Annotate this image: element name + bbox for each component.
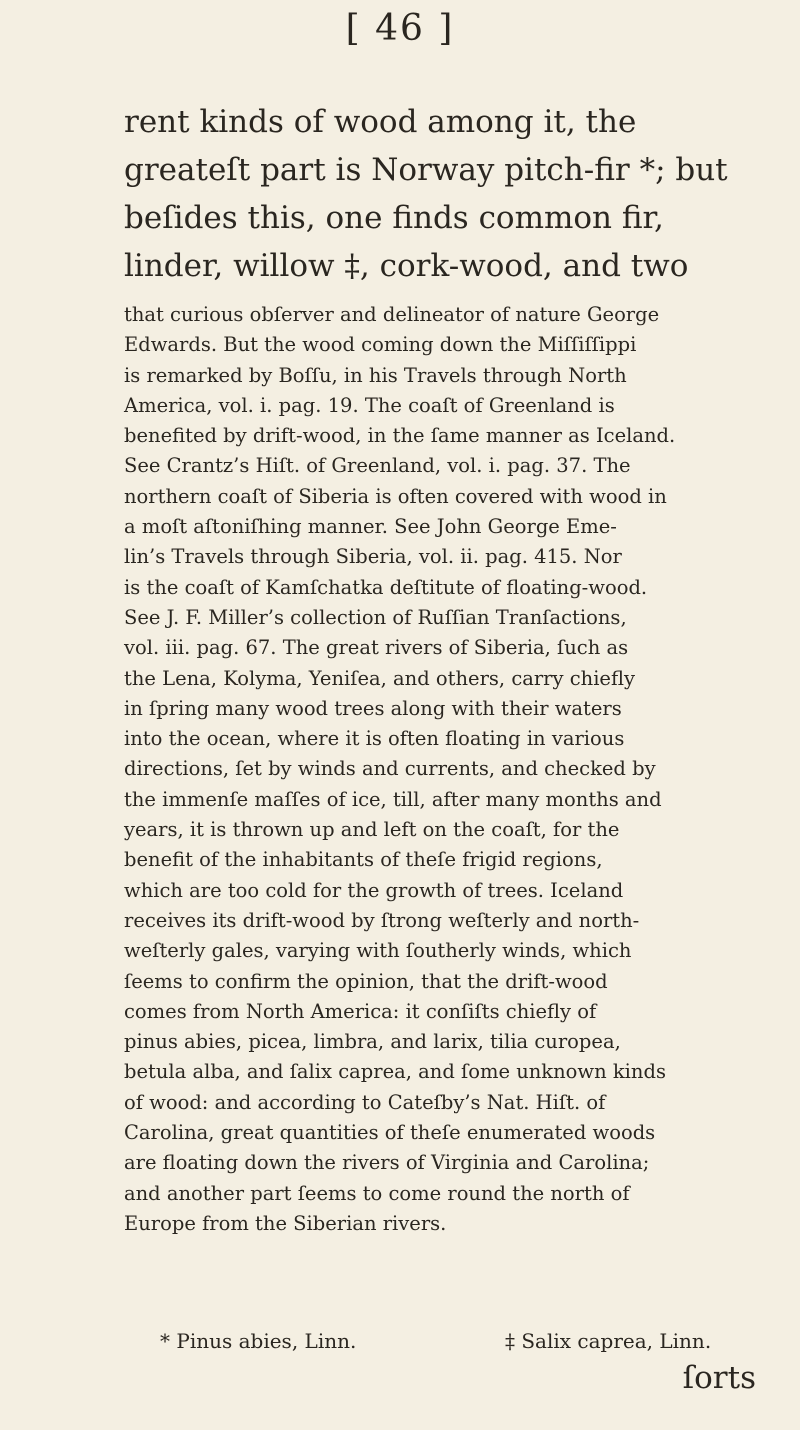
footnote-line: that curious obſerver and delineator of nature George (124, 303, 660, 326)
footnote-line: comes from North America: it conſiſts chiefly of (124, 999, 597, 1023)
footnote-star: * Pinus abies, Linn. (160, 1329, 357, 1353)
footnote-line: benefit of the inhabitants of theſe frigid regions, (124, 848, 603, 872)
footnote-line: Edwards. But the wood coming down the Miſſiſſippi (124, 333, 637, 357)
footnote-line: northern coaſt of Siberia is often covered with wood in (124, 484, 667, 508)
footnote-line: See Crantz’s Hiſt. of Greenland, vol. i. pag. 37. The (124, 454, 631, 478)
footnote-line: See J. F. Miller’s collection of Ruſſian Tranſactions, (124, 605, 627, 629)
footnote-line: receives its drift-wood by ſtrong weſterly and north- (124, 908, 640, 932)
footnote-line: Europe from the Siberian rivers. (124, 1211, 447, 1235)
main-text-line: greateſt part is Norway pitch-fir *; but (124, 152, 728, 188)
footnote-line: benefited by drift-wood, in the ſame manner as Iceland. (124, 424, 676, 448)
footnote-line: which are too cold for the growth of trees. Iceland (124, 878, 624, 902)
footnote-line: lin’s Travels through Siberia, vol. ii. pag. 415. Nor (124, 545, 622, 569)
footnote-line: of wood: and according to Cateſby’s Nat. Hiſt. of (124, 1090, 606, 1114)
page-number: [ 46 ] (345, 8, 455, 49)
footnote-line: is the coaſt of Kamſchatka deſtitute of floating-wood. (124, 575, 648, 599)
footnote-line: vol. iii. pag. 67. The great rivers of Siberia, ſuch as (124, 636, 629, 660)
catchword: ſorts (682, 1360, 756, 1396)
footnote-line: in ſpring many wood trees along with their waters (124, 696, 622, 720)
footnote-line: the immenſe maſſes of ice, till, after many months and (124, 787, 662, 811)
footnote-line: is remarked by Boſſu, in his Travels through North (124, 363, 627, 387)
footnote-line: the Lena, Kolyma, Yeniſea, and others, carry chiefly (124, 666, 635, 690)
footnote-line: years, it is thrown up and left on the coaſt, for the (124, 818, 620, 842)
footnote-line: weſterly gales, varying with ſoutherly winds, which (124, 939, 632, 963)
footnote-line: into the ocean, where it is often floating in various (124, 727, 625, 751)
main-text (124, 98, 760, 290)
footnote-line: a moſt aſtoniſhing manner. See John George Eme- (124, 515, 617, 539)
main-text-line: linder, willow ‡, cork-wood, and two (124, 248, 689, 284)
footnote-line: America, vol. i. pag. 19. The coaſt of Greenland is (124, 393, 615, 417)
footnote-line: pinus abies, picea, limbra, and larix, tilia curopea, (124, 1030, 621, 1054)
footnote-line: betula alba, and ſalix caprea, and ſome unknown kinds (124, 1060, 666, 1084)
footnote-line: and another part ſeems to come round the north of (124, 1181, 630, 1205)
main-text-line: beſides this, one finds common fir, (124, 200, 664, 236)
footnote-line: directions, ſet by winds and currents, and checked by (124, 757, 656, 781)
footnote-continuation (124, 300, 764, 1239)
footnote-line: Carolina, great quantities of theſe enumerated woods (124, 1121, 656, 1145)
footnote-line: are floating down the rivers of Virginia and Carolina; (124, 1151, 650, 1175)
footnote-line: ſeems to confirm the opinion, that the drift-wood (124, 969, 608, 993)
main-text-line: rent kinds of wood among it, the (124, 104, 637, 140)
footnote-dagger: ‡ Salix caprea, Linn. (505, 1329, 712, 1353)
